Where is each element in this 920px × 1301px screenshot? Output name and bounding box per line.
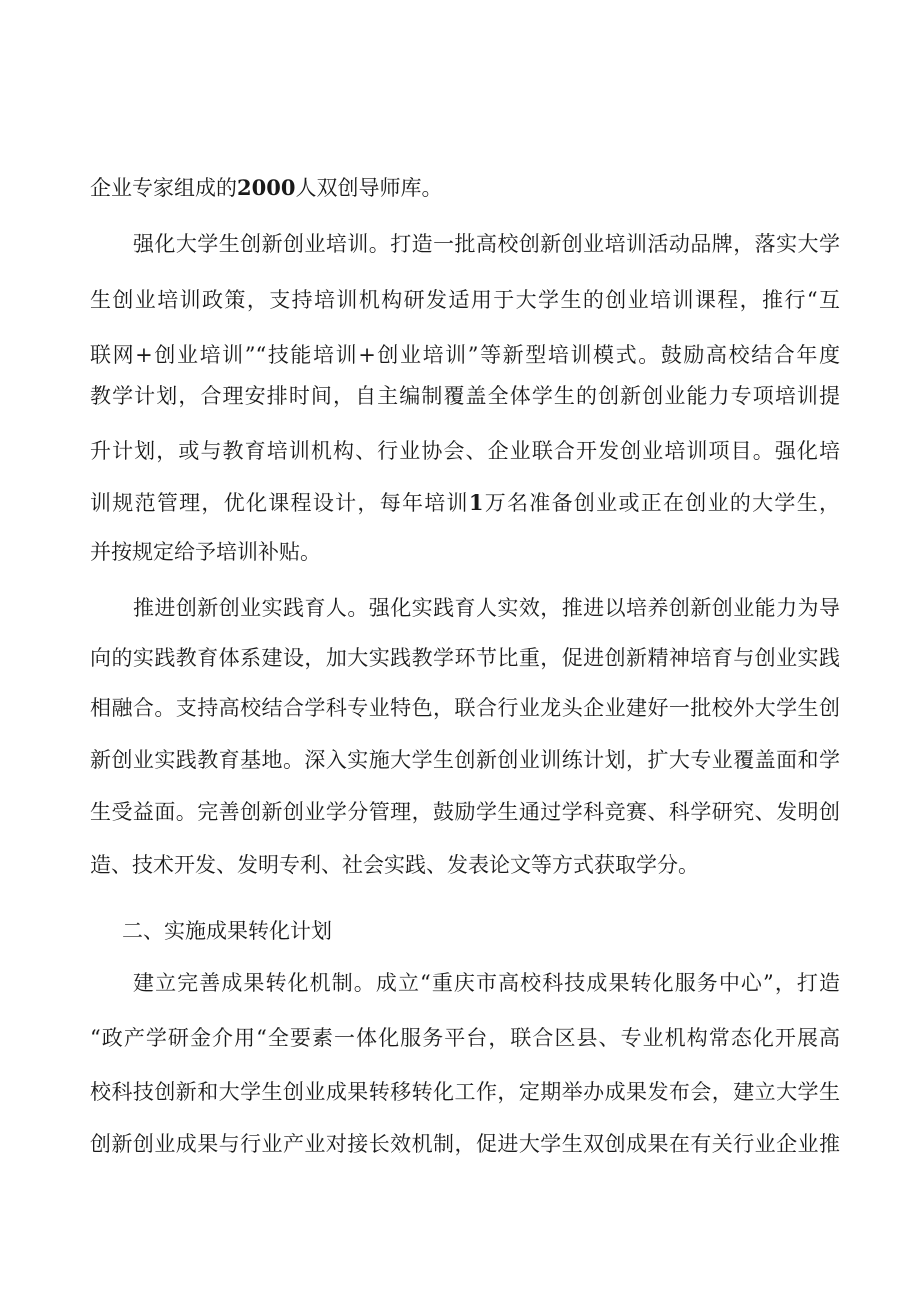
text-run: 训规范管理，优化课程设计，每年培训 (90, 491, 469, 515)
paragraph-line: 造、技术开发、发明专利、社会实践、发表论文等方式获取学分。 (90, 853, 699, 877)
paragraph-line: 教学计划，合理安排时间，自主编制覆盖全体学生的创新创业能力专项培训提 (90, 384, 840, 408)
text-run: 人双创导师库。 (295, 176, 443, 200)
paragraph-line: 校科技创新和大学生创业成果转移转化工作，定期举办成果发布会，建立大学生 (90, 1080, 840, 1104)
bold-number: 2000 (237, 175, 296, 200)
section-heading: 二、实施成果转化计划 (122, 919, 332, 943)
text-run: 万名准备创业或正在创业的大学生， (483, 491, 840, 515)
paragraph-line (90, 488, 840, 518)
paragraph-line: 向的实践教育体系建设，加大实践教学环节比重，促进创新精神培育与创业实践 (90, 646, 840, 670)
paragraph-line: “政产学研金介用“全要素一体化服务平台，联合区县、专业机构常态化开展高 (90, 1026, 840, 1050)
paragraph-line: 生创业培训政策，支持培训机构研发适用于大学生的创业培训课程，推行“互 (90, 288, 840, 312)
paragraph-line: 强化大学生创新创业培训。打造一批高校创新创业培训活动品牌，落实大学 (133, 232, 840, 256)
paragraph-line (90, 173, 840, 203)
paragraph-line: 建立完善成果转化机制。成立“重庆市高校科技成果转化服务中心”，打造 (133, 971, 840, 995)
paragraph-line: 创新创业成果与行业产业对接长效机制，促进大学生双创成果在有关行业企业推 (90, 1132, 840, 1156)
paragraph-line: 新创业实践教育基地。深入实施大学生创新创业训练计划，扩大专业覆盖面和学 (90, 748, 840, 772)
paragraph-line: 升计划，或与教育培训机构、行业协会、企业联合开发创业培训项目。强化培 (90, 439, 840, 463)
paragraph-line: 联网+创业培训”“技能培训+创业培训”等新型培训模式。鼓励高校结合年度 (90, 343, 840, 367)
paragraph-line: 生受益面。完善创新创业学分管理，鼓励学生通过学科竞赛、科学研究、发明创 (90, 800, 840, 824)
paragraph-line: 相融合。支持高校结合学科专业特色，联合行业龙头企业建好一批校外大学生创 (90, 696, 840, 720)
bold-number: 1 (468, 490, 484, 515)
paragraph-line: 推进创新创业实践育人。强化实践育人实效，推进以培养创新创业能力为导 (133, 596, 840, 620)
text-run: 企业专家组成的 (90, 176, 237, 200)
paragraph-line: 并按规定给予培训补贴。 (90, 540, 321, 564)
